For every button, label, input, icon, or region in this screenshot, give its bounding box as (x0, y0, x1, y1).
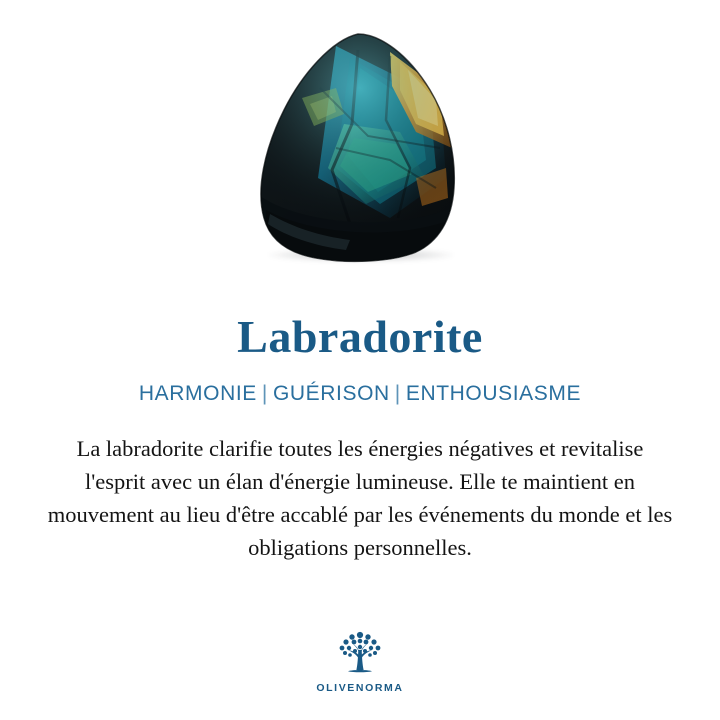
stone-image-area (0, 0, 720, 280)
keyword-list (139, 382, 581, 406)
tree-of-life-icon (332, 626, 388, 678)
page-title: Labradorite (237, 311, 483, 362)
labradorite-stone-image (240, 28, 480, 268)
keyword-separator-2: | (394, 382, 401, 405)
brand-logo (0, 626, 720, 694)
brand-name: OLIVENORMA (316, 682, 404, 694)
description-text: La labradorite clarifie toutes les énergies négatives et revitalise l'esprit avec un élan d'énergie lumineuse. Elle te maintient en mouvement au lieu d'être accablé par les événements du monde et les obligations personnelles. (47, 436, 673, 560)
stone-image-wrapper (240, 28, 480, 268)
keyword-enthousiasme: ENTHOUSIASME (405, 382, 582, 405)
keyword-guerison: GUÉRISON (272, 382, 390, 405)
keyword-harmonie: HARMONIE (138, 382, 257, 405)
keyword-separator-1: | (261, 382, 268, 405)
